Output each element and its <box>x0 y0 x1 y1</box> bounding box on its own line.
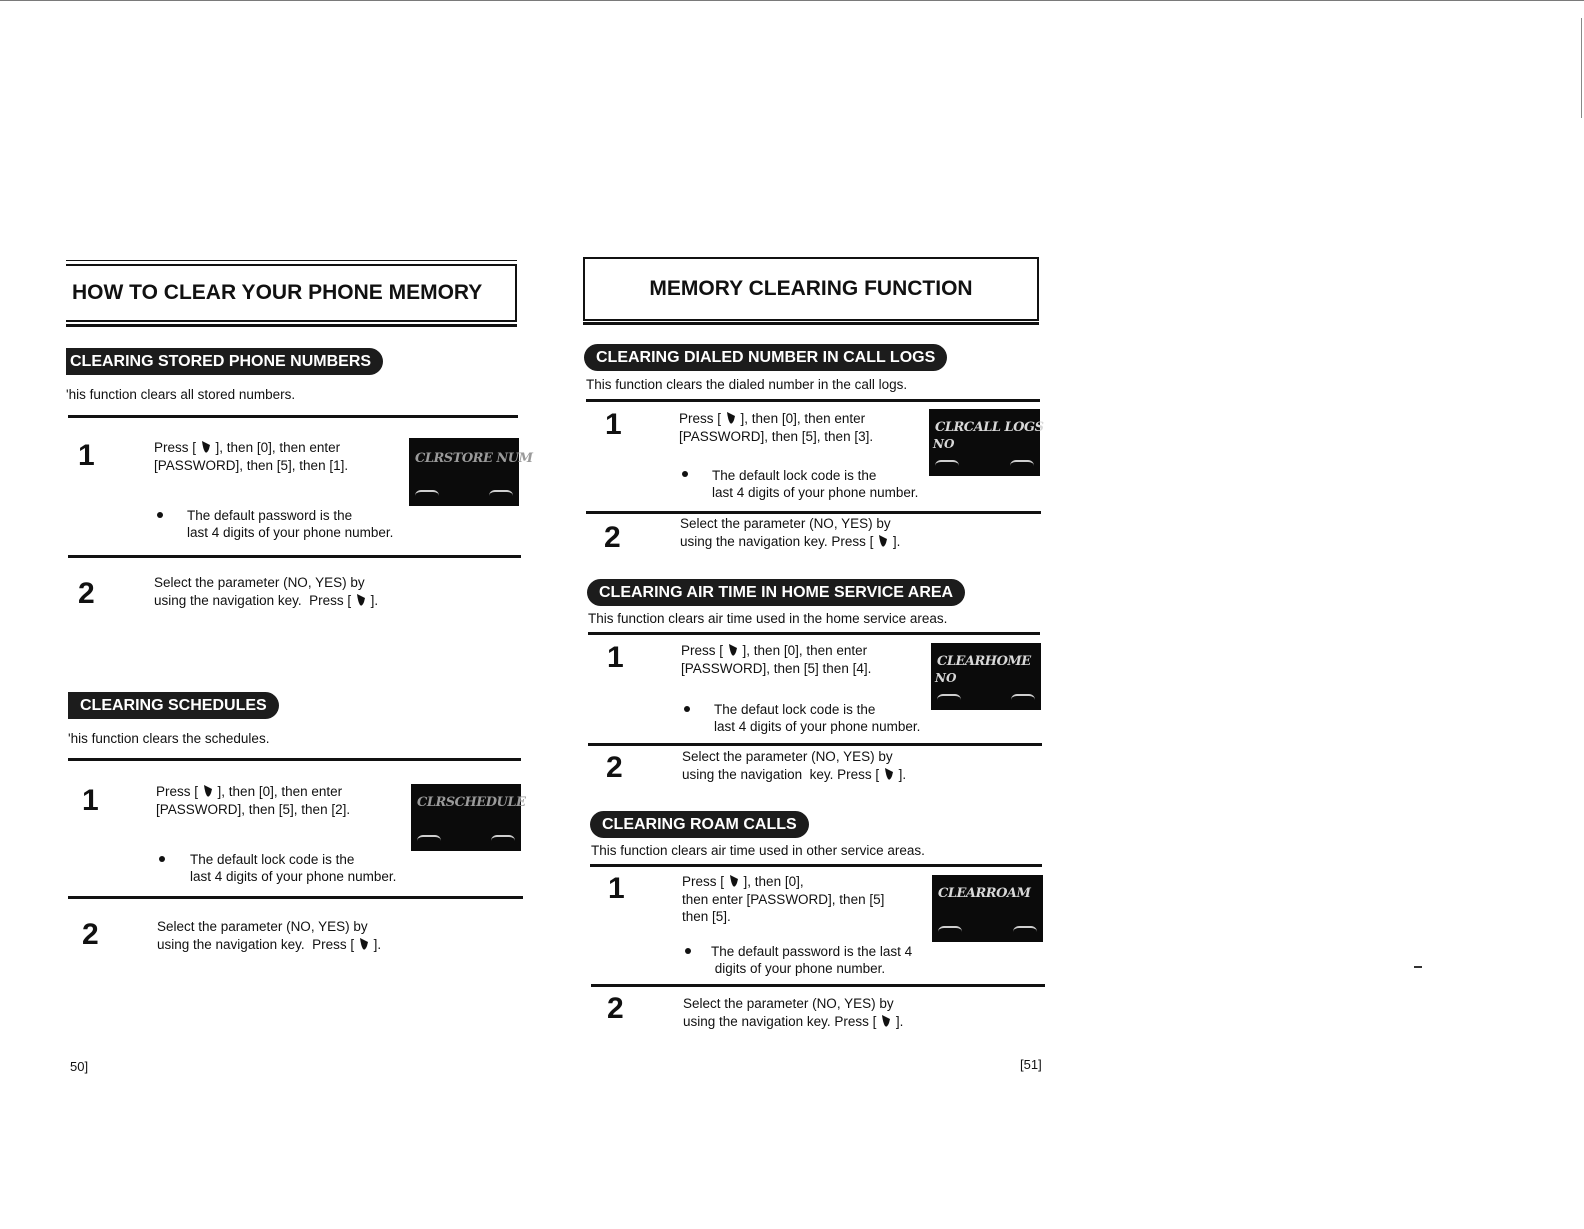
bullet-note: The default password is the last 4 digits of your phone number. <box>187 508 394 540</box>
section-intro: This function clears air time used in other service areas. <box>591 843 925 858</box>
page-top-border <box>0 0 1584 1</box>
end-key-icon <box>728 643 738 657</box>
step-number: 1 <box>78 439 95 472</box>
step-1-instruction: Press [ ], then [0], then enter [PASSWORD], then [5] then [4]. <box>681 643 872 676</box>
end-key-icon <box>726 411 736 425</box>
page-number-left: 50] <box>70 1059 89 1074</box>
end-key-icon <box>884 767 894 781</box>
section-intro: 'his function clears all stored numbers. <box>66 387 296 402</box>
bullet-icon <box>159 856 165 862</box>
right-page-title-text: MEMORY CLEARING FUNCTION <box>649 277 973 300</box>
lcd-text: CLRCALL LOGS <box>935 420 1044 435</box>
section-intro: This function clears the dialed number in the call logs. <box>586 377 908 392</box>
bullet-note: The default lock code is the last 4 digits of your phone number. <box>712 468 919 500</box>
section-heading-roam-calls: CLEARING ROAM CALLS <box>590 811 809 838</box>
end-key-icon <box>881 1014 891 1028</box>
lcd-text: CLEARROAM <box>938 886 1031 901</box>
step-number: 1 <box>605 408 622 441</box>
step-1-instruction: Press [ ], then [0], then enter [PASSWORD], then [5], then [3]. <box>679 411 874 444</box>
phone-lcd-screenshot <box>929 409 1044 476</box>
phone-lcd-screenshot <box>932 875 1043 942</box>
page-number-right: [51] <box>1020 1057 1042 1072</box>
section-heading-air-time-home: CLEARING AIR TIME IN HOME SERVICE AREA <box>587 579 965 606</box>
section-rule <box>68 555 521 558</box>
section-heading-stored-numbers: CLEARING STORED PHONE NUMBERS <box>66 348 383 375</box>
bullet-icon <box>685 948 691 954</box>
section-rule <box>588 743 1042 746</box>
step-2-instruction: Select the parameter (NO, YES) by using the navigation key. Press [ ]. <box>682 749 907 782</box>
step-1-instruction: Press [ ], then [0], then enter [PASSWORD], then [5] then [5]. <box>682 874 885 924</box>
end-key-icon <box>203 784 213 798</box>
step-number: 2 <box>606 751 623 784</box>
step-number: 2 <box>607 992 624 1025</box>
end-key-icon <box>359 937 369 951</box>
step-2-instruction: Select the parameter (NO, YES) by using the navigation key. Press [ ]. <box>154 575 379 608</box>
step-2-instruction: Select the parameter (NO, YES) by using the navigation key. Press [ ]. <box>157 919 382 952</box>
section-rule <box>68 896 523 899</box>
right-title-rule-bottom <box>583 322 1039 325</box>
phone-lcd-screenshot <box>931 643 1041 710</box>
section-rule <box>590 864 1042 867</box>
step-number: 1 <box>82 784 99 817</box>
bullet-note: The defaut lock code is the last 4 digits of your phone number. <box>714 702 921 734</box>
lcd-sub-text: NO <box>933 437 955 451</box>
left-page-title-text: HOW TO CLEAR YOUR PHONE MEMORY <box>72 281 483 304</box>
section-rule <box>586 511 1041 514</box>
section-rule <box>588 632 1040 635</box>
bullet-icon <box>684 706 690 712</box>
end-key-icon <box>878 534 888 548</box>
section-intro: 'his function clears the schedules. <box>68 731 270 746</box>
end-key-icon <box>201 440 211 454</box>
end-key-icon <box>356 593 366 607</box>
step-number: 2 <box>82 918 99 951</box>
step-2-instruction: Select the parameter (NO, YES) by using the navigation key. Press [ ]. <box>683 996 904 1029</box>
step-1-instruction: Press [ ], then [0], then enter [PASSWORD], then [5], then [1]. <box>154 440 349 473</box>
step-2-instruction: Select the parameter (NO, YES) by using the navigation key. Press [ ]. <box>680 516 901 549</box>
step-number: 2 <box>604 521 621 554</box>
bullet-note: The default lock code is the last 4 digits of your phone number. <box>190 852 397 884</box>
left-page-title <box>66 264 517 322</box>
left-title-rule-bottom <box>66 324 517 327</box>
phone-lcd-screenshot: CLRSTORE NUM <box>409 438 519 506</box>
lcd-sub-text: NO <box>935 671 957 685</box>
scan-speck <box>1414 966 1422 968</box>
left-title-rule-top <box>66 260 517 261</box>
lcd-text: CLEARHOME <box>937 654 1031 669</box>
bullet-icon <box>157 512 163 518</box>
section-heading-dialed-numbers: CLEARING DIALED NUMBER IN CALL LOGS <box>584 344 947 371</box>
phone-lcd-screenshot: CLRSCHEDULE <box>411 784 521 851</box>
bullet-note: The default password is the last 4 digits of your phone number. <box>711 944 913 976</box>
right-page-title <box>583 257 1039 321</box>
section-rule <box>586 399 1040 402</box>
step-number: 2 <box>78 577 95 610</box>
step-number: 1 <box>608 872 625 905</box>
bullet-icon <box>682 471 688 477</box>
end-key-icon <box>729 874 739 888</box>
section-rule <box>591 984 1045 987</box>
step-number: 1 <box>607 641 624 674</box>
section-rule <box>68 415 518 418</box>
section-heading-schedules: CLEARING SCHEDULES <box>68 692 279 719</box>
section-rule <box>68 758 521 761</box>
section-intro: This function clears air time used in the home service areas. <box>588 611 948 626</box>
step-1-instruction: Press [ ], then [0], then enter [PASSWORD], then [5], then [2]. <box>156 784 351 817</box>
page-edge-mark <box>1581 18 1582 118</box>
